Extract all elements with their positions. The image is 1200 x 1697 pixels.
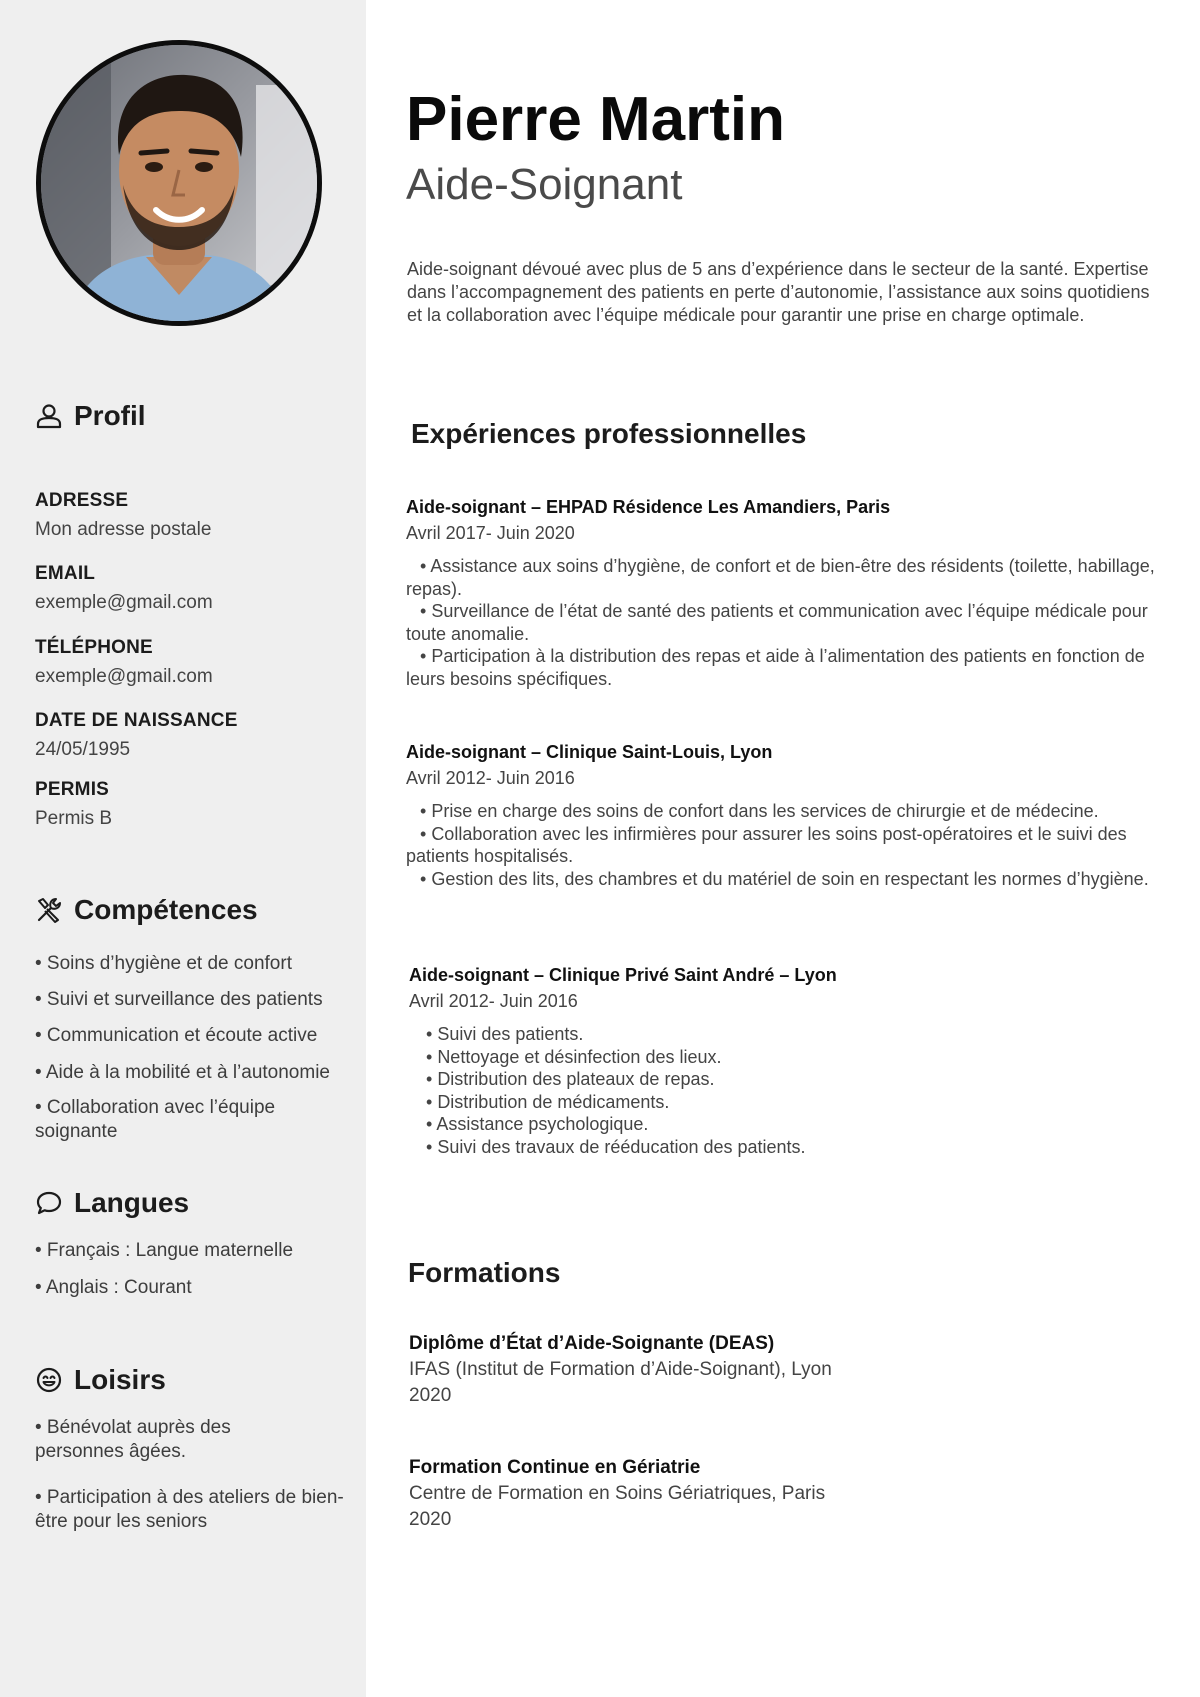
formation-year: 2020 bbox=[409, 1509, 452, 1530]
profil-section bbox=[35, 399, 355, 433]
smiley-icon bbox=[35, 1366, 63, 1394]
experience-bullet: • Assistance psychologique. bbox=[409, 1113, 1164, 1136]
field-label: PERMIS bbox=[35, 779, 110, 800]
experience-item bbox=[406, 740, 1161, 890]
formation-title: Formation Continue en Gériatrie bbox=[409, 1457, 701, 1478]
formation-item bbox=[409, 1331, 1129, 1409]
formation-item bbox=[409, 1455, 1129, 1533]
job-title: Aide-Soignant bbox=[406, 160, 683, 209]
experience-bullet: • Surveillance de l’état de santé des patients et communication avec l’équipe médicale pour toute anomalie. bbox=[406, 600, 1161, 645]
experience-bullet: • Assistance aux soins d’hygiène, de confort et de bien-être des résidents (toilette, habillage, repas). bbox=[406, 555, 1161, 600]
experience-title: Aide-soignant – Clinique Saint-Louis, Lyon bbox=[406, 742, 773, 762]
list-item: • Participation à des ateliers de bien-être pour les seniors bbox=[35, 1487, 344, 1532]
experience-bullet: • Prise en charge des soins de confort dans les services de chirurgie et de médecine. bbox=[406, 800, 1161, 823]
list-item: • Collaboration avec l’équipe soignante bbox=[35, 1097, 276, 1142]
speech-bubble-icon bbox=[35, 1189, 63, 1217]
formation-title: Diplôme d’État d’Aide-Soignante (DEAS) bbox=[409, 1333, 775, 1354]
field-value: Mon adresse postale bbox=[35, 519, 212, 540]
field-adresse bbox=[35, 489, 355, 542]
field-permis bbox=[35, 778, 355, 831]
field-label: EMAIL bbox=[35, 563, 96, 584]
experience-item bbox=[409, 963, 1164, 1158]
langues-heading-text: Langues bbox=[74, 1187, 190, 1218]
user-icon bbox=[35, 402, 63, 430]
experiences-heading: Expériences professionnelles bbox=[411, 418, 807, 449]
field-value: exemple@gmail.com bbox=[35, 666, 213, 687]
experience-bullet: • Nettoyage et désinfection des lieux. bbox=[409, 1046, 1164, 1069]
field-value: 24/05/1995 bbox=[35, 739, 131, 760]
tools-icon bbox=[35, 896, 63, 924]
competences-heading-row bbox=[35, 893, 355, 927]
field-label: DATE DE NAISSANCE bbox=[35, 710, 238, 731]
competences-heading-text: Compétences bbox=[74, 894, 258, 925]
experience-bullet: • Distribution de médicaments. bbox=[409, 1091, 1164, 1114]
field-date-naissance bbox=[35, 709, 355, 762]
experience-bullet: • Distribution des plateaux de repas. bbox=[409, 1068, 1164, 1091]
experience-item bbox=[406, 495, 1161, 690]
experience-bullet: • Suivi des patients. bbox=[409, 1023, 1164, 1046]
loisirs-heading-text: Loisirs bbox=[74, 1364, 166, 1395]
profile-photo bbox=[36, 40, 322, 326]
experience-date: Avril 2012- Juin 2016 bbox=[409, 991, 578, 1011]
list-item: • Français : Langue maternelle bbox=[35, 1240, 294, 1261]
experience-bullet: • Gestion des lits, des chambres et du matériel de soin en respectant les normes d’hygiène. bbox=[406, 868, 1161, 891]
formation-school: Centre de Formation en Soins Gériatriques, Paris bbox=[409, 1483, 826, 1504]
list-item: • Aide à la mobilité et à l’autonomie bbox=[35, 1062, 330, 1083]
field-label: ADRESSE bbox=[35, 490, 129, 511]
field-value: Permis B bbox=[35, 808, 113, 829]
list-item: • Suivi et surveillance des patients bbox=[35, 989, 323, 1010]
loisirs-heading bbox=[35, 1363, 355, 1397]
experience-bullet: • Collaboration avec les infirmières pour assurer les soins post-opératoires et le suivi des patients hospitalisés. bbox=[406, 823, 1161, 868]
field-email bbox=[35, 562, 355, 615]
list-item: • Anglais : Courant bbox=[35, 1277, 192, 1298]
loisirs-heading-row bbox=[35, 1363, 355, 1397]
candidate-name: Pierre Martin bbox=[406, 85, 786, 154]
langues-heading-row bbox=[35, 1186, 355, 1220]
summary-paragraph: Aide-soignant dévoué avec plus de 5 ans d’expérience dans le secteur de la santé. Expertise dans l’accompagnement des patients en perte d’autonomie, l’assistance aux soins quotidiens et la collaboration avec l’équipe médicale pour garantir une prise en charge optimale. bbox=[407, 259, 1150, 325]
sidebar bbox=[0, 0, 366, 1697]
formations-heading: Formations bbox=[408, 1257, 561, 1288]
list-item: • Communication et écoute active bbox=[35, 1025, 318, 1046]
langues-heading bbox=[35, 1186, 355, 1220]
experience-title: Aide-soignant – Clinique Privé Saint André – Lyon bbox=[409, 965, 837, 985]
competences-heading bbox=[35, 893, 355, 927]
experience-date: Avril 2012- Juin 2016 bbox=[406, 768, 575, 788]
field-telephone bbox=[35, 636, 355, 689]
field-label: TÉLÉPHONE bbox=[35, 637, 153, 658]
list-item: • Soins d’hygiène et de confort bbox=[35, 953, 292, 974]
profil-heading bbox=[35, 399, 355, 433]
list-item: • Bénévolat auprès des personnes âgées. bbox=[35, 1417, 231, 1462]
formation-year: 2020 bbox=[409, 1385, 452, 1406]
field-value: exemple@gmail.com bbox=[35, 592, 213, 613]
experience-bullet: • Suivi des travaux de rééducation des patients. bbox=[409, 1136, 1164, 1159]
experience-bullet: • Participation à la distribution des repas et aide à l’alimentation des patients en fonction de leurs besoins spécifiques. bbox=[406, 645, 1161, 690]
formation-school: IFAS (Institut de Formation d’Aide-Soignant), Lyon bbox=[409, 1359, 832, 1380]
experience-title: Aide-soignant – EHPAD Résidence Les Amandiers, Paris bbox=[406, 497, 891, 517]
experience-date: Avril 2017- Juin 2020 bbox=[406, 523, 575, 543]
profil-heading-text: Profil bbox=[74, 400, 146, 431]
